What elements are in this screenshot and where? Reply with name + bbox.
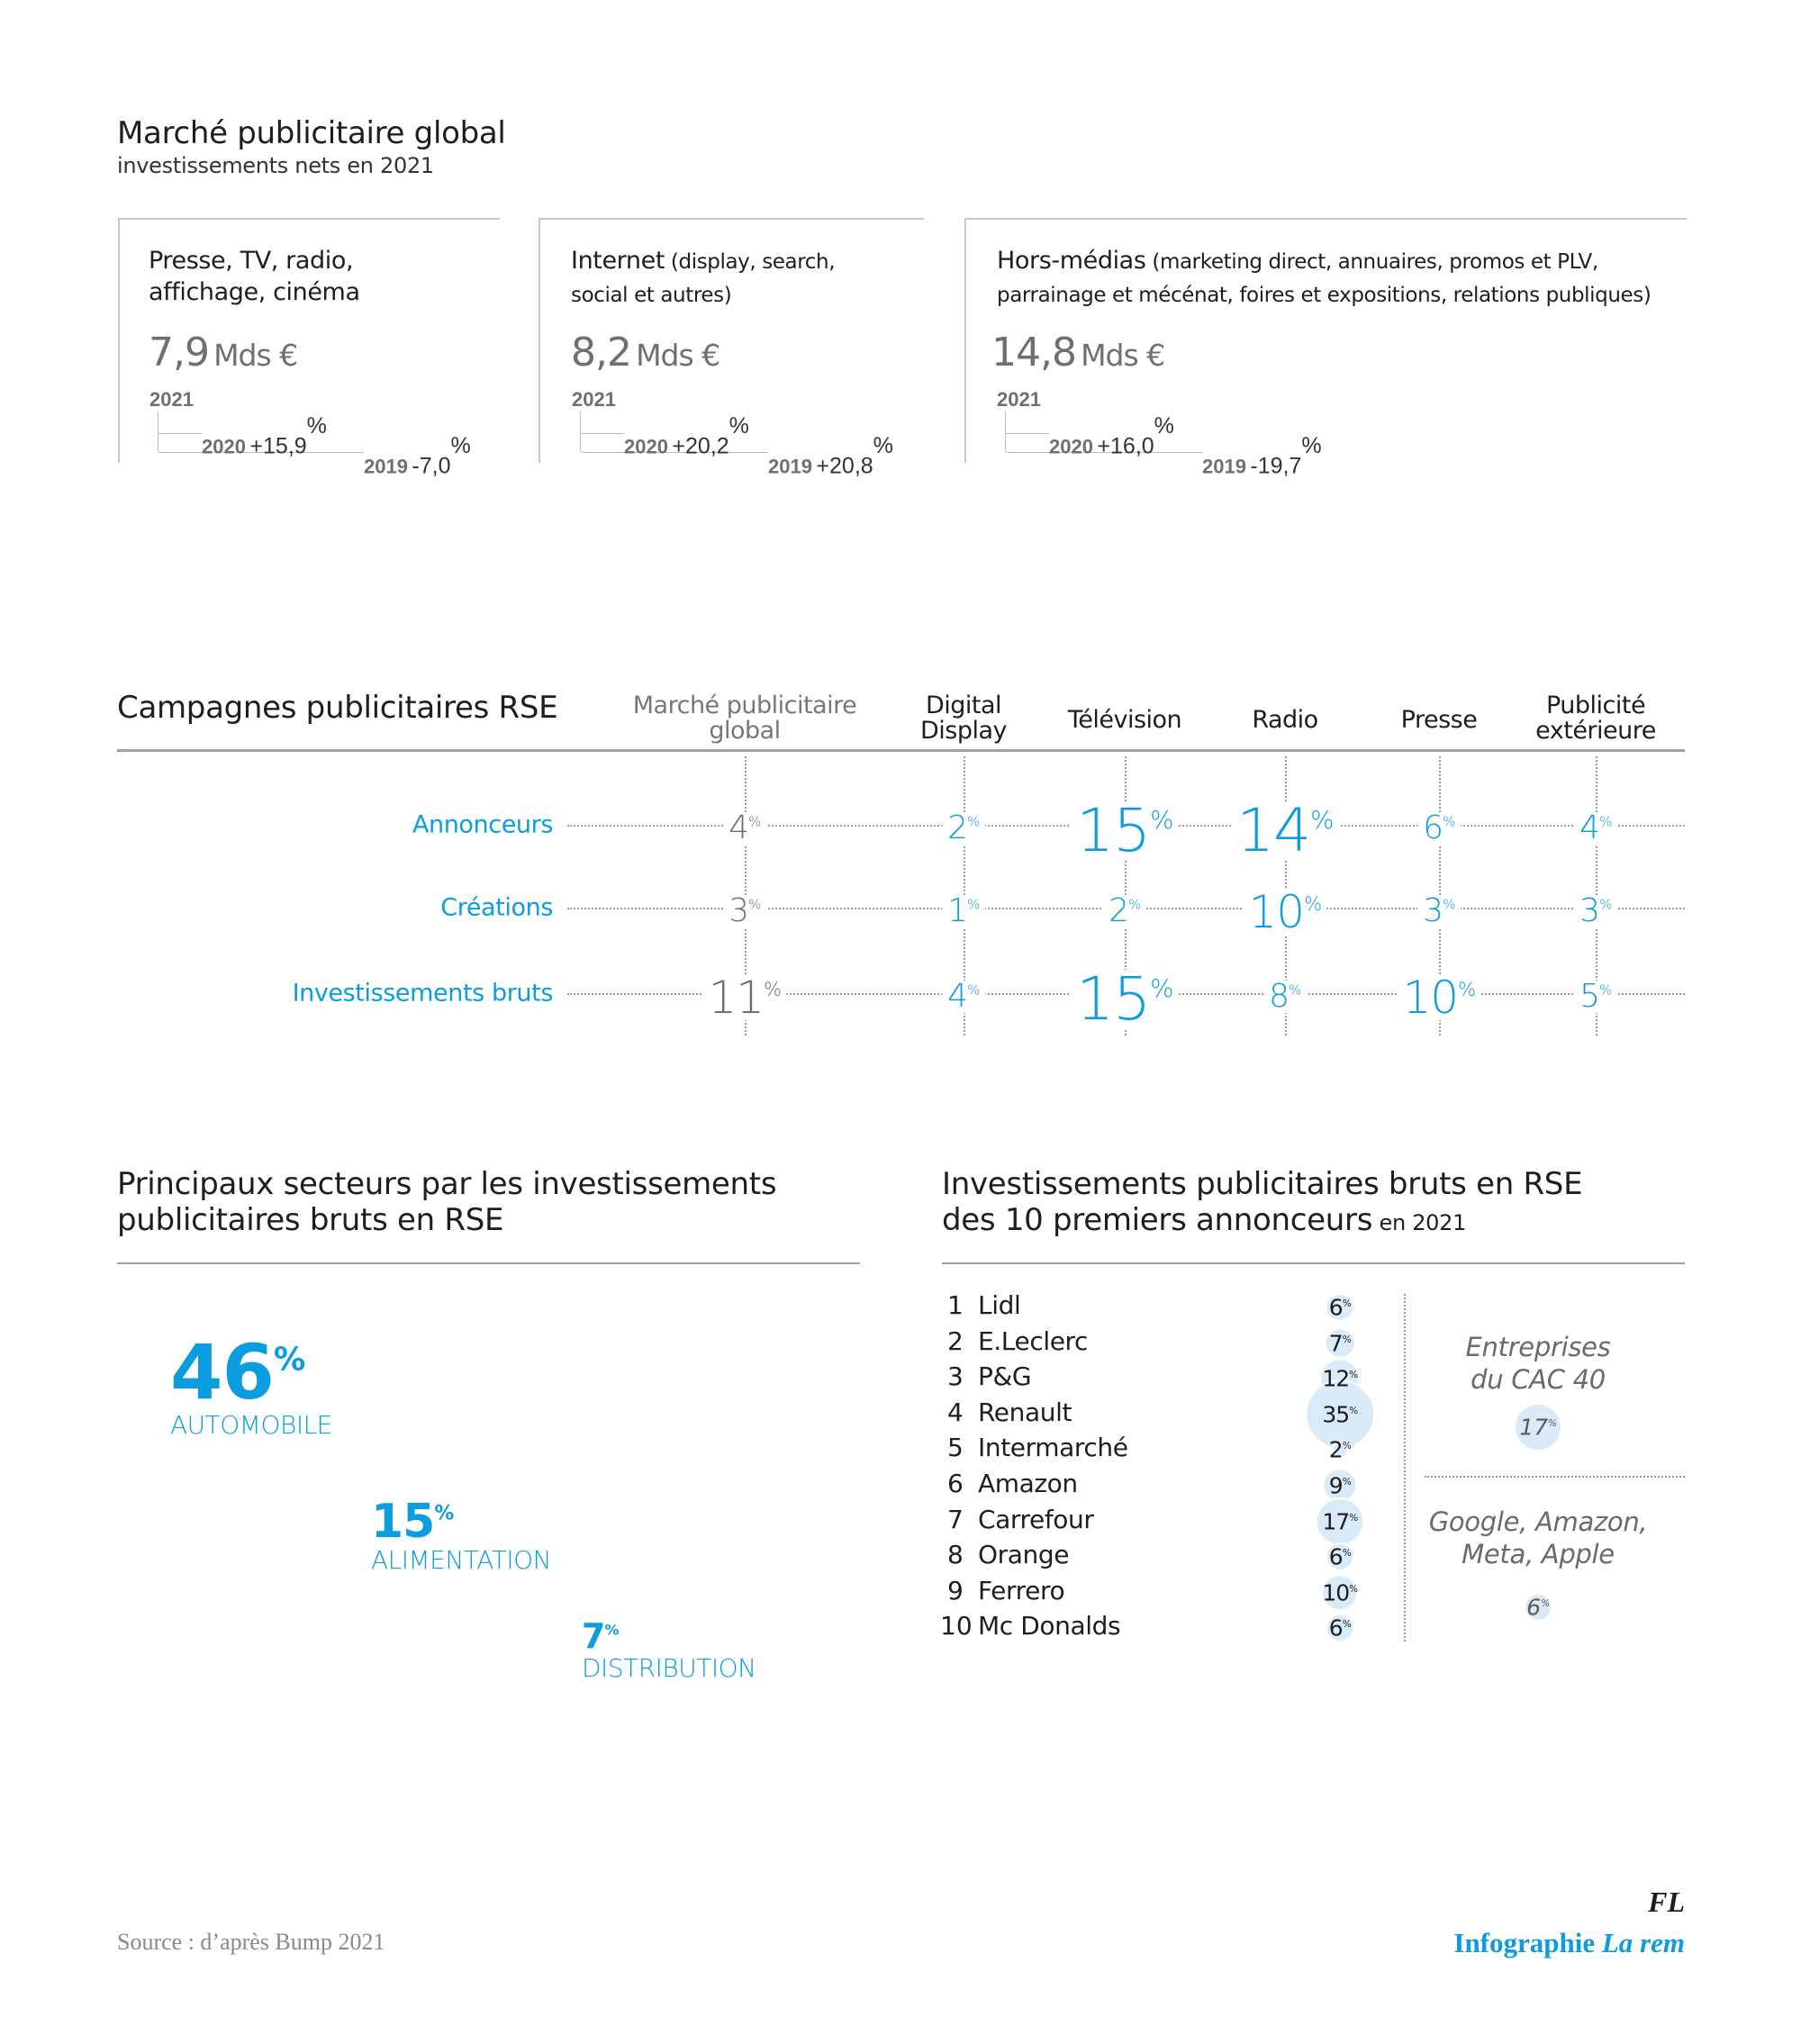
percent-sign: %: [1599, 896, 1612, 912]
percent-sign: %: [1458, 979, 1476, 1001]
table-cell: [1574, 809, 1617, 846]
column-header: [633, 693, 857, 744]
advertiser-rank: 6: [947, 1469, 964, 1498]
table-cell: [1574, 891, 1617, 929]
advertiser-name: Intermarché: [978, 1433, 1128, 1463]
value-number: 9: [1328, 1472, 1343, 1499]
box-year: 2021: [572, 388, 616, 411]
change-year: 2019: [364, 455, 408, 478]
change-year: 2020: [1049, 435, 1093, 458]
annotation-label: [1466, 1331, 1611, 1396]
value-number: 6: [1526, 1594, 1542, 1621]
top10-separator-vertical: [1404, 1294, 1406, 1642]
table-cell: [942, 809, 985, 846]
rse-title: Campagnes publicitaires RSE: [117, 690, 558, 726]
change-value: +20,2: [672, 433, 729, 459]
value-number: 6: [1328, 1294, 1343, 1321]
box-label-line2: affichage, cinéma: [149, 278, 360, 306]
box-label-detail: (display, search,: [665, 250, 836, 274]
box-value: [991, 330, 1164, 375]
percent-sign: %: [1443, 813, 1455, 829]
box-value-number: 7,9: [149, 330, 209, 375]
advertiser-name: Ferrero: [978, 1575, 1065, 1605]
percent-sign: %: [729, 413, 749, 439]
column-header-line: Display: [919, 717, 1008, 745]
value-number: 8: [1269, 977, 1290, 1015]
advertiser-rank: 7: [947, 1504, 964, 1534]
annotation-label: [1429, 1506, 1648, 1570]
advertiser-rank: 2: [947, 1325, 964, 1356]
value-number: 17: [1322, 1508, 1350, 1535]
percent-sign: %: [1541, 1598, 1550, 1610]
percent-sign: %: [967, 896, 980, 912]
advertiser-value: [1329, 1330, 1351, 1356]
change-value: +16,0: [1097, 433, 1154, 459]
value-number: 35: [1322, 1401, 1350, 1428]
percent-sign: %: [873, 433, 893, 458]
value-number: 10: [1248, 886, 1305, 938]
change-year: 2020: [202, 435, 246, 458]
column-header-line: global: [709, 717, 781, 745]
percent-sign: %: [764, 979, 782, 1001]
value-number: 3: [1579, 891, 1600, 929]
sector-item: [170, 1322, 332, 1440]
change-vs-2020: [1049, 413, 1173, 460]
percent-sign: %: [1128, 896, 1141, 912]
source-note: Source : d’après Bump 2021: [117, 1929, 385, 1955]
sector-value: [371, 1495, 454, 1549]
advertiser-name: Orange: [978, 1540, 1070, 1570]
change-vs-2019: [364, 433, 470, 480]
value-number: 11: [708, 972, 765, 1024]
market-title: Marché publicitaire global: [117, 115, 506, 151]
value-number: 15: [371, 1494, 435, 1549]
column-header-line: Publicité: [1545, 692, 1646, 719]
box-value-number: 8,2: [571, 330, 631, 375]
advertiser-name: Amazon: [978, 1469, 1078, 1498]
box-label: [997, 245, 1651, 312]
value-number: 6: [1423, 809, 1444, 846]
value-number: 10: [1322, 1579, 1350, 1606]
value-number: 6: [1328, 1543, 1343, 1570]
value-number: 1: [947, 891, 968, 929]
table-cell: [1397, 972, 1480, 1024]
market-subtitle: investissements nets en 2021: [117, 153, 434, 178]
percent-sign: %: [748, 813, 761, 829]
percent-sign: %: [1150, 804, 1173, 835]
table-cell: [723, 891, 766, 929]
advertiser-rank: 8: [947, 1540, 964, 1570]
credit-label: Infographie: [1453, 1927, 1602, 1958]
value-number: 15: [1076, 795, 1151, 865]
box-year: 2021: [997, 388, 1041, 411]
sector-value: [170, 1328, 305, 1416]
column-header: [1252, 708, 1317, 733]
change-vs-2020: [202, 413, 326, 460]
percent-sign: %: [1150, 972, 1173, 1003]
box-label-main: Internet: [571, 247, 665, 275]
value-number: 7: [1328, 1330, 1343, 1357]
top10-title-suffix: en 2021: [1372, 1210, 1467, 1235]
box-year: 2021: [149, 388, 194, 411]
box-label-line1: Presse, TV, radio,: [149, 247, 354, 275]
value-number: 4: [947, 977, 968, 1015]
annotation-label-line: Meta, Apple: [1462, 1539, 1615, 1569]
column-header: [1068, 708, 1181, 733]
percent-sign: %: [604, 1622, 619, 1639]
change-vs-2019: [768, 433, 892, 480]
sector-value: [582, 1616, 619, 1656]
percent-sign: %: [1304, 893, 1322, 916]
box-value-unit: Mds €: [636, 338, 720, 373]
sectors-title-line1: Principaux secteurs par les investissements: [117, 1166, 777, 1202]
value-number: 2: [1328, 1436, 1343, 1463]
advertiser-rank: 1: [947, 1290, 964, 1320]
value-number: 2: [947, 809, 968, 846]
advertiser-value: [1329, 1473, 1351, 1499]
advertiser-value: [1322, 1508, 1357, 1534]
table-cell: [702, 972, 786, 1024]
credit: [1453, 1927, 1685, 1959]
advertiser-name: E.Leclerc: [978, 1325, 1089, 1356]
percent-sign: %: [1342, 1334, 1352, 1345]
sector-label: DISTRIBUTION: [582, 1653, 756, 1684]
sector-label: ALIMENTATION: [371, 1544, 552, 1575]
percent-sign: %: [1342, 1477, 1352, 1488]
box-label-main: Hors-médias: [997, 247, 1146, 275]
box-value-number: 14,8: [991, 330, 1076, 375]
advertiser-rank: 5: [947, 1433, 964, 1463]
column-header-line: Marché publicitaire: [632, 692, 857, 719]
table-cell: [1071, 963, 1179, 1034]
value-number: 14: [1236, 795, 1311, 865]
percent-sign: %: [1599, 981, 1612, 998]
annotation-label-line: Google, Amazon,: [1428, 1506, 1648, 1537]
table-cell: [723, 809, 766, 846]
box-label-detail: (marketing direct, annuaires, promos et PLV,: [1145, 250, 1598, 274]
percent-sign: %: [450, 433, 471, 458]
value-number: 15: [1076, 963, 1151, 1034]
value-number: 10: [1402, 972, 1459, 1024]
percent-sign: %: [1599, 813, 1612, 829]
percent-sign: %: [1301, 433, 1322, 458]
top10-rule: [942, 1262, 1685, 1264]
annotation-value: [1526, 1595, 1549, 1621]
box-label: [571, 245, 835, 312]
market-box-traditional-media: [118, 218, 500, 479]
value-number: 3: [729, 891, 749, 929]
value-number: 7: [582, 1616, 605, 1657]
column-header: [1535, 693, 1656, 744]
column-header: [1401, 708, 1478, 733]
table-cell: [1417, 891, 1461, 929]
sectors-rule: [117, 1262, 860, 1264]
column-header-line: Télévision: [1067, 706, 1182, 734]
value-number: 4: [729, 809, 749, 846]
table-cell: [942, 891, 985, 929]
percent-sign: %: [1289, 981, 1301, 998]
value-number: 46: [170, 1327, 274, 1416]
percent-sign: %: [273, 1341, 305, 1378]
sector-label: AUTOMOBILE: [170, 1409, 332, 1440]
percent-sign: %: [1548, 1418, 1557, 1430]
value-number: 3: [1423, 891, 1444, 929]
box-value: [149, 330, 297, 375]
column-header-line: Digital: [925, 692, 1002, 719]
box-value-unit: Mds €: [1081, 338, 1165, 373]
advertiser-rank: 4: [947, 1397, 964, 1427]
author-initials: FL: [1648, 1886, 1685, 1918]
top10-title-line1: Investissements publicitaires bruts en RSE: [942, 1166, 1583, 1202]
table-cell: [942, 977, 985, 1015]
table-cell: [1263, 977, 1307, 1015]
market-box-internet: [538, 218, 924, 479]
row-label: Créations: [440, 893, 553, 922]
percent-sign: %: [1349, 1370, 1358, 1381]
table-cell: [1103, 891, 1146, 929]
annotation-label-line: Entreprises: [1465, 1332, 1611, 1362]
table-cell: [1071, 795, 1179, 865]
rse-header-rule: [117, 749, 1685, 752]
table-cell: [1574, 977, 1617, 1015]
value-number: 4: [1579, 809, 1600, 846]
box-value-unit: Mds €: [213, 338, 298, 373]
box-label: [149, 245, 360, 308]
box-value: [571, 330, 719, 375]
change-year: 2020: [624, 435, 668, 458]
percent-sign: %: [1342, 1298, 1352, 1310]
table-cell: [1417, 809, 1461, 846]
percent-sign: %: [1342, 1619, 1352, 1631]
change-value: -7,0: [412, 453, 451, 479]
column-header-line: Radio: [1252, 706, 1318, 734]
annotation-value: [1519, 1415, 1556, 1441]
sector-item: [371, 1490, 551, 1575]
percent-sign: %: [967, 981, 980, 998]
column-header-line: Presse: [1400, 706, 1478, 734]
credit-publication: La rem: [1601, 1927, 1685, 1958]
change-value: +15,9: [249, 433, 307, 459]
advertiser-name: Lidl: [978, 1290, 1021, 1320]
column-header-line: extérieure: [1535, 717, 1656, 745]
advertiser-value: [1329, 1437, 1351, 1463]
percent-sign: %: [1342, 1548, 1352, 1560]
row-label: Investissements bruts: [292, 979, 553, 1008]
value-number: 2: [1109, 891, 1129, 929]
advertiser-rank: 3: [947, 1361, 964, 1392]
sectors-title: [117, 1166, 776, 1238]
top10-separator-horizontal: [1425, 1476, 1685, 1478]
percent-sign: %: [306, 413, 327, 439]
advertiser-rank: 9: [947, 1575, 964, 1605]
box-label-detail-2: parrainage et mécénat, foires et expositions, relations publiques): [997, 284, 1652, 307]
percent-sign: %: [1154, 413, 1174, 439]
sectors-title-line2: publicitaires bruts en RSE: [117, 1202, 504, 1238]
percent-sign: %: [967, 813, 980, 829]
value-number: 12: [1322, 1365, 1350, 1392]
advertiser-name: Mc Donalds: [978, 1611, 1121, 1642]
top10-title: [942, 1166, 1582, 1241]
change-value: -19,7: [1250, 453, 1302, 479]
row-label: Annonceurs: [412, 810, 553, 839]
advertiser-name: Renault: [978, 1397, 1072, 1427]
sector-item: [582, 1614, 756, 1683]
annotation-label-line: du CAC 40: [1471, 1364, 1606, 1395]
advertiser-name: Carrefour: [978, 1504, 1094, 1534]
table-cell: [1243, 886, 1326, 938]
change-vs-2019: [1202, 433, 1321, 480]
change-year: 2019: [1202, 455, 1246, 478]
change-value: +20,8: [816, 453, 873, 479]
percent-sign: %: [1349, 1583, 1358, 1595]
advertiser-value: [1322, 1366, 1357, 1392]
percent-sign: %: [1443, 896, 1455, 912]
change-vs-2020: [624, 413, 748, 460]
advertiser-value: [1329, 1295, 1351, 1321]
top10-title-line2: des 10 premiers annonceurs: [942, 1202, 1373, 1238]
value-number: 5: [1579, 977, 1600, 1015]
percent-sign: %: [1310, 804, 1334, 835]
value-number: 6: [1328, 1614, 1343, 1642]
percent-sign: %: [1342, 1441, 1352, 1452]
percent-sign: %: [1349, 1405, 1358, 1416]
advertiser-name: P&G: [978, 1361, 1032, 1392]
value-number: 17: [1519, 1414, 1549, 1441]
change-year: 2019: [768, 455, 812, 478]
advertiser-value: [1329, 1544, 1351, 1570]
column-header: [920, 693, 1007, 744]
advertiser-value: [1329, 1615, 1351, 1642]
percent-sign: %: [748, 896, 761, 912]
market-box-non-media: [964, 218, 1687, 479]
advertiser-rank: 10: [940, 1611, 973, 1642]
percent-sign: %: [1349, 1512, 1358, 1524]
advertiser-value: [1322, 1401, 1357, 1427]
advertiser-value: [1322, 1579, 1357, 1605]
percent-sign: %: [434, 1502, 454, 1524]
table-cell: [1231, 795, 1339, 865]
box-label-detail-2: social et autres): [571, 284, 732, 307]
